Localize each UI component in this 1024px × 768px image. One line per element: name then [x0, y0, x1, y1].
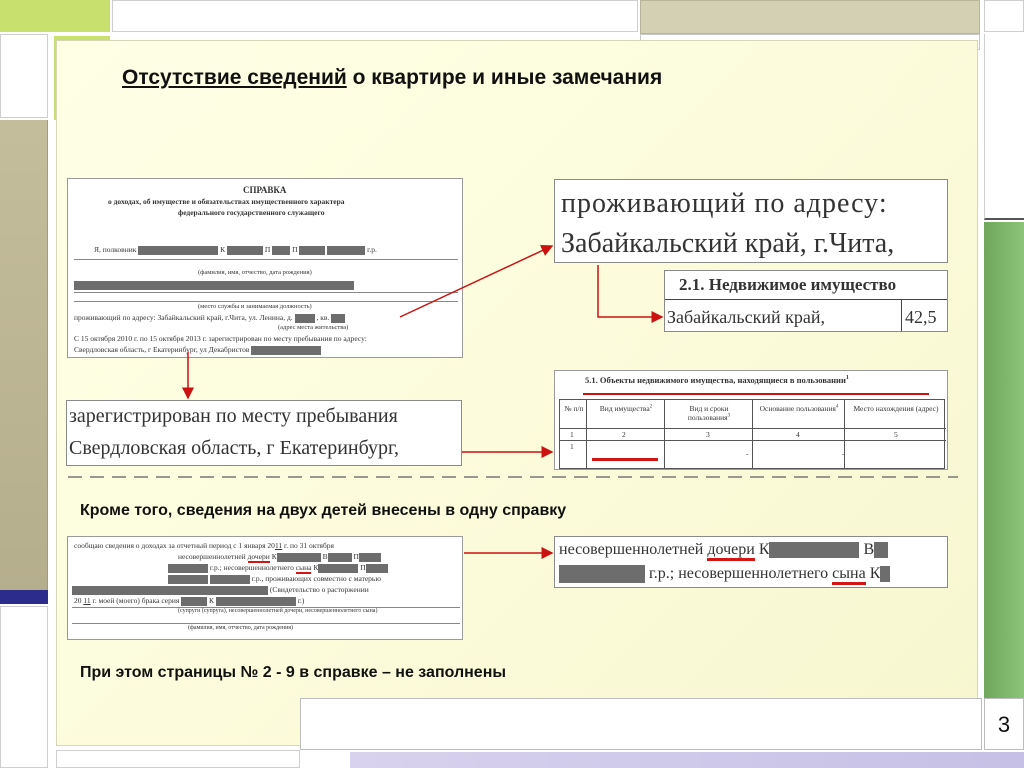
doc2-line3d: П — [360, 563, 366, 572]
doc1-heading: СПРАВКА — [243, 185, 287, 195]
doc1-p1-text: П — [264, 245, 271, 254]
arrow-to-property — [598, 265, 662, 317]
redacted-block — [366, 564, 388, 573]
page-number: 3 — [997, 712, 1011, 737]
redacted-block — [181, 597, 207, 606]
doc2-line5f: г.) — [297, 596, 305, 605]
doc2-line1b: 11 — [274, 541, 283, 550]
table51-col-2-text: Вид и сроки пользования — [687, 404, 729, 422]
doc1-kv-text: , кв. — [316, 313, 330, 322]
table51-num-0: 1 — [570, 430, 574, 439]
zoom-children-line2a: г.р.; несовершеннолетнего — [649, 565, 829, 582]
table51-col-3-sup: 4 — [835, 404, 839, 410]
doc1-caption-fio: (фамилия, имя, отчество, дата рождения) — [198, 269, 312, 276]
zoom-property-area: 42,5 — [905, 307, 937, 327]
redacted-block — [277, 553, 321, 562]
zoom-children-line1b: дочери — [707, 541, 754, 561]
doc2-line4-text: г.р., проживающих совместно с матерью — [251, 574, 381, 583]
zoom-children-line1d: В — [863, 541, 875, 558]
doc2-line1c: г. по 31 октября — [282, 541, 334, 550]
doc2-line4b-text: (Свидетельство о расторжении — [269, 585, 369, 594]
caption-pages: При этом страницы № 2 - 9 в справке – не заполнены — [80, 664, 507, 681]
doc2-line5b: 11 — [83, 596, 91, 605]
zoom-property-region: Забайкальский край, — [667, 307, 825, 327]
table51-dash: - — [842, 450, 845, 458]
doc1-caption-address: (адрес места жительства) — [278, 324, 349, 331]
table51-col-3-text: Основание пользования — [759, 404, 836, 413]
zoom-address-line2: Забайкальский край, г.Чита, — [561, 228, 895, 259]
doc1-period-line: С 15 октября 2010 г. по 15 октября 2013 г. зарегистрирован по месту пребывания по адресу: — [74, 334, 367, 343]
table51-col-1-text: Вид имущества — [599, 404, 650, 413]
table51-row1: 1 — [570, 442, 574, 451]
redacted-block — [359, 553, 381, 562]
table51-col-0: № п/п — [564, 404, 584, 413]
doc2-line4 — [168, 574, 381, 584]
redacted-block — [318, 564, 358, 573]
redacted-block — [168, 564, 208, 573]
zoom-children-line2c: К — [869, 565, 881, 582]
doc2-line5a: 20 — [74, 596, 82, 605]
redacted-block — [72, 586, 268, 595]
doc1-subheading-2: федерального государственного служащего — [178, 208, 325, 217]
redacted-block — [210, 575, 250, 584]
zoom-registered-line1: зарегистрирован по месту пребывания — [69, 405, 398, 427]
doc2-line5d: брака серия — [141, 596, 180, 605]
doc2-line1 — [74, 541, 334, 550]
doc2-line2c: К — [271, 552, 277, 561]
zoom-children-line1c: К — [758, 541, 770, 558]
doc2-line3c: К — [313, 563, 319, 572]
zoom-registered-line2: Свердловская область, г Екатеринбург, — [69, 437, 399, 459]
table51-num-4: 5 — [894, 430, 898, 439]
zoom-property-heading: 2.1. Недвижимое имущество — [679, 275, 897, 294]
caption-children: Кроме того, сведения на двух детей внесены в одну справку — [80, 502, 567, 519]
zoom-children-line1a: несовершеннолетней — [559, 541, 704, 558]
redacted-block — [874, 542, 888, 558]
redacted-block — [769, 542, 859, 558]
zoom-address-line1: проживающий по адресу: — [561, 188, 888, 219]
table51-col-4: Место нахождения (адрес) — [853, 404, 939, 413]
table51-col-1-sup: 2 — [649, 404, 653, 410]
doc2-line3b: сына — [295, 563, 312, 572]
zoom-children-line1 — [559, 541, 888, 559]
arrow-to-address — [400, 246, 552, 317]
doc2-line3 — [168, 563, 388, 573]
doc2-line2 — [178, 552, 381, 562]
doc1-subheading-1: о доходах, об имуществе и обязательствах имущественного характера — [108, 197, 345, 206]
zoom-children-line2 — [559, 565, 890, 583]
doc1-p2-text: П — [292, 245, 298, 254]
doc1-address-text: проживающий по адресу: Забайкальский край, г.Чита, ул. Ленина, д. — [74, 313, 293, 322]
table51-heading-text: 5.1. Объекты недвижимого имущества, находящиеся в пользовании — [585, 375, 846, 385]
redacted-block — [880, 566, 890, 582]
doc2-line1a: сообщаю сведения о доходах за отчетный период с 1 января 20 — [74, 541, 275, 550]
doc2-line5e: К — [209, 596, 215, 605]
table51-dash: - — [746, 450, 749, 458]
table51-num-3: 4 — [796, 430, 800, 439]
doc2-line3a: г.р.; несовершеннолетнего — [209, 563, 294, 572]
doc1-period2-text: Свердловская область, г Екатеринбург, ул Декабристов — [74, 345, 250, 354]
doc2-line2a: несовершеннолетней — [178, 552, 246, 561]
doc1-gr-text: г.р. — [367, 245, 377, 254]
redacted-block — [559, 565, 645, 583]
doc1-ya-text: Я, полковник — [94, 245, 137, 254]
table51-col-2-sup: 3 — [727, 413, 731, 419]
doc2-line5c: г. моей (моего) — [92, 596, 140, 605]
doc2-line5 — [74, 596, 304, 606]
redacted-block — [328, 553, 352, 562]
slide-title-underlined: Отсутствие сведений — [122, 66, 347, 89]
doc2-line2e: П — [353, 552, 359, 561]
table51-heading-sup: 1 — [845, 375, 849, 382]
redacted-block — [216, 597, 296, 606]
doc1-caption-service: (место службы и занимаемая должность) — [198, 303, 312, 310]
doc2-line4b — [72, 585, 369, 595]
doc2-caption2: (фамилия, имя, отчество, дата рождения) — [188, 625, 294, 631]
doc2-line2b: дочери — [247, 552, 270, 561]
document-scan-2 — [67, 536, 463, 640]
doc1-k-text: К — [220, 245, 226, 254]
table51-num-1: 2 — [622, 430, 626, 439]
redacted-block — [168, 575, 208, 584]
table51-num-2: 3 — [706, 430, 710, 439]
zoom-children-line2b: сына — [832, 565, 866, 585]
doc2-line2d: В — [322, 552, 328, 561]
doc2-rule — [72, 623, 460, 624]
zoom-children — [554, 536, 948, 588]
slide-title-rest: о квартире и иные замечания — [346, 66, 663, 89]
doc2-caption1: (супруги (супруга), несовершеннолетней дочери, несовершеннолетнего сына) — [178, 608, 378, 614]
